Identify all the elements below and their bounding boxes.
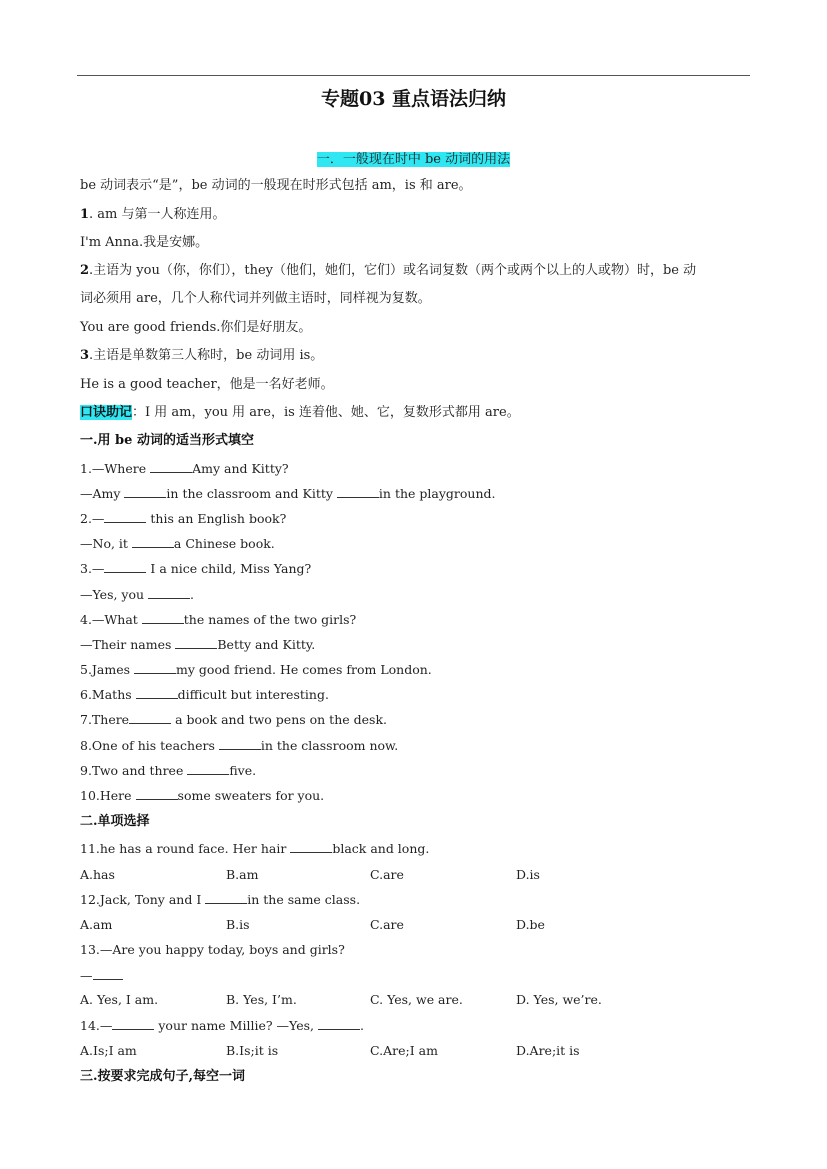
question-4b (80, 636, 315, 654)
question-11 (80, 840, 429, 858)
rule-number: 2 (80, 263, 90, 278)
part-3-heading: 三.按要求完成句子,每空一词 (80, 1069, 246, 1084)
q-text: black and long. (332, 841, 430, 856)
q-text: in the playground. (378, 486, 496, 501)
answer-blank[interactable] (337, 485, 379, 498)
q-text: 6.Maths (80, 687, 136, 702)
mnemonic-text: ：I 用 am，you 用 are，is 连着他、她、它，复数形式都用 are。 (132, 405, 520, 420)
example-2: You are good friends.你们是好朋友。 (80, 320, 312, 335)
answer-blank[interactable] (318, 1017, 360, 1030)
option-b[interactable]: B.Is;it is (226, 1043, 279, 1058)
q-text: 7.There (80, 712, 130, 727)
question-13b (80, 967, 123, 985)
answer-blank[interactable] (93, 967, 123, 980)
option-c[interactable]: C.are (370, 917, 404, 932)
answer-blank[interactable] (104, 560, 146, 573)
question-12 (80, 891, 360, 909)
answer-blank[interactable] (104, 510, 146, 523)
question-7 (80, 711, 387, 729)
q-text: my good friend. He comes from London. (176, 662, 432, 677)
rule-3 (80, 347, 323, 365)
option-c[interactable]: C.are (370, 867, 404, 882)
section-heading-part: 动词的用法 (441, 152, 511, 167)
q-text: Amy and Kitty? (192, 461, 289, 476)
rule-text: . am 与第一人称连用。 (89, 207, 226, 222)
answer-blank[interactable] (112, 1017, 154, 1030)
question-5 (80, 661, 432, 679)
answer-blank[interactable] (136, 686, 178, 699)
answer-blank[interactable] (150, 460, 192, 473)
q-text: —Amy (80, 486, 125, 501)
option-b[interactable]: B. Yes, I’m. (226, 992, 297, 1007)
option-a[interactable]: A.has (80, 867, 115, 882)
q-text: in the same class. (247, 892, 361, 907)
answer-blank[interactable] (134, 661, 176, 674)
q-text: —Their names (80, 637, 176, 652)
option-d[interactable]: D.Are;it is (516, 1043, 580, 1058)
question-8 (80, 737, 398, 755)
rule-1 (80, 206, 226, 224)
option-b[interactable]: B.am (226, 867, 259, 882)
answer-blank[interactable] (129, 711, 171, 724)
question-3a (80, 560, 311, 578)
q-text: a Chinese book. (173, 536, 275, 551)
section-heading (0, 148, 827, 167)
option-d[interactable]: D.is (516, 867, 540, 882)
option-a[interactable]: A.Is;I am (80, 1043, 137, 1058)
part-1-heading: 一.用 be 动词的适当形式填空 (80, 433, 254, 448)
q-text: Betty and Kitty. (217, 637, 316, 652)
option-c[interactable]: C. Yes, we are. (370, 992, 463, 1007)
q-text: 4.—What (80, 612, 142, 627)
q-text: —No, it (80, 536, 132, 551)
question-1a (80, 460, 289, 478)
mnemonic-label: 口诀助记 (80, 405, 133, 420)
answer-blank[interactable] (290, 840, 332, 853)
q-text: 5.James (80, 662, 135, 677)
rule-text: .主语为 you（你，你们），they（他们，她们，它们）或名词复数（两个或两个以上的人或物）时，be 动 (89, 263, 697, 278)
example-3: He is a good teacher，他是一名好老师。 (80, 377, 334, 392)
part-2-heading: 二.单项选择 (80, 814, 150, 829)
section-heading-part: 一．一般现在时中 (316, 152, 425, 167)
q-text: 2.— (80, 511, 105, 526)
q-text: the names of the two girls? (183, 612, 357, 627)
question-4a (80, 611, 356, 629)
answer-blank[interactable] (132, 535, 174, 548)
option-d[interactable]: D.be (516, 917, 545, 932)
q-text: — (80, 968, 93, 983)
answer-blank[interactable] (175, 636, 217, 649)
q-text: 8.One of his teachers (80, 738, 219, 753)
question-1b (80, 485, 495, 503)
option-a[interactable]: A. Yes, I am. (80, 992, 159, 1007)
q-text: difficult but interesting. (177, 687, 329, 702)
rule-text: .主语是单数第三人称时，be 动词用 is。 (89, 348, 324, 363)
q-text: five. (229, 763, 257, 778)
intro-text: be 动词表示“是”，be 动词的一般现在时形式包括 am，is 和 are。 (80, 178, 472, 193)
rule-2 (80, 262, 696, 280)
q-text: . (359, 1018, 364, 1033)
q-text: —Yes, you (80, 587, 149, 602)
q-text: 10.Here (80, 788, 136, 803)
question-2a (80, 510, 286, 528)
option-d[interactable]: D. Yes, we’re. (516, 992, 602, 1007)
answer-blank[interactable] (205, 891, 247, 904)
rule-number: 1 (80, 207, 90, 222)
q-text: 1.—Where (80, 461, 151, 476)
q-text: your name Millie? —Yes, (154, 1018, 318, 1033)
q-text: 14.— (80, 1018, 113, 1033)
q-text: 9.Two and three (80, 763, 188, 778)
option-a[interactable]: A.am (80, 917, 113, 932)
q-text: in the classroom now. (260, 738, 399, 753)
mnemonic (80, 404, 520, 422)
q-text: 12.Jack, Tony and I (80, 892, 206, 907)
question-14 (80, 1017, 364, 1035)
question-2b (80, 535, 275, 553)
q-text: I a nice child, Miss Yang? (146, 561, 312, 576)
question-3b (80, 586, 194, 604)
answer-blank[interactable] (148, 586, 190, 599)
q-text: . (190, 587, 195, 602)
answer-blank[interactable] (124, 485, 166, 498)
header-rule (77, 75, 750, 76)
q-text: a book and two pens on the desk. (171, 712, 387, 727)
q-text: in the classroom and Kitty (166, 486, 337, 501)
answer-blank[interactable] (136, 787, 178, 800)
example-1: I'm Anna.我是安娜。 (80, 235, 209, 250)
rule-2-cont: 词必须用 are，几个人称代词并列做主语时，同样视为复数。 (80, 291, 431, 306)
answer-blank[interactable] (219, 737, 261, 750)
option-b[interactable]: B.is (226, 917, 250, 932)
question-10 (80, 787, 324, 805)
answer-blank[interactable] (142, 611, 184, 624)
q-text: this an English book? (146, 511, 287, 526)
option-c[interactable]: C.Are;I am (370, 1043, 438, 1058)
answer-blank[interactable] (187, 762, 229, 775)
section-heading-part: be (424, 152, 441, 167)
question-6 (80, 686, 329, 704)
q-text: 3.— (80, 561, 105, 576)
page-title: 专题03 重点语法归纳 (320, 88, 507, 110)
q-text: 11.he has a round face. Her hair (80, 841, 291, 856)
question-9 (80, 762, 256, 780)
q-text: some sweaters for you. (177, 788, 325, 803)
rule-number: 3 (80, 348, 90, 363)
question-13a: 13.—Are you happy today, boys and girls? (80, 942, 345, 957)
